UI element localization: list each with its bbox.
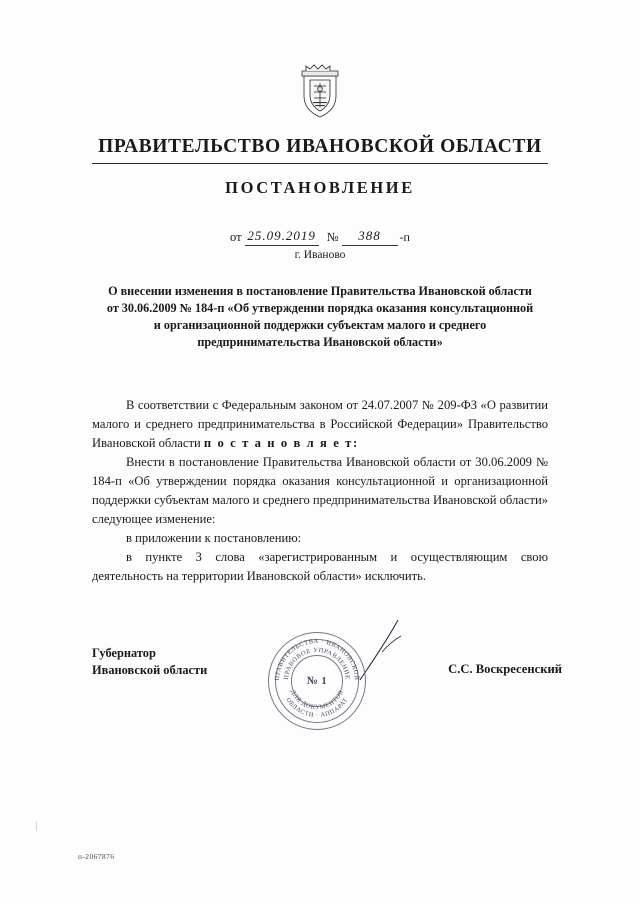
body-paragraph-3: в приложении к постановлению: bbox=[126, 531, 302, 545]
footer-code: п-2067876 bbox=[78, 852, 115, 861]
city-label: г. Иваново bbox=[294, 249, 346, 261]
svg-text:ПРАВОВОЕ УПРАВЛЕНИЕ: ПРАВОВОЕ УПРАВЛЕНИЕ bbox=[282, 646, 352, 681]
coat-of-arms-icon bbox=[294, 62, 346, 120]
signer-name: С.С. Воскресенский bbox=[448, 662, 562, 676]
document-body bbox=[92, 396, 548, 586]
emblem-container bbox=[0, 62, 640, 120]
number-suffix: -п bbox=[399, 230, 410, 244]
number-value: 388 bbox=[342, 228, 398, 246]
body-paragraph-1-text: В соответствии с Федеральным законом от 24.07.2007 № 209-ФЗ «О развитии малого и среднего предпринимательства в Российской Федерации» Правительство Ивановской области bbox=[92, 398, 548, 450]
body-paragraph-1-emphasis: п о с т а н о в л я е т: bbox=[203, 436, 359, 450]
body-paragraph-1 bbox=[92, 396, 548, 453]
signer-position bbox=[92, 645, 207, 679]
date-number-line bbox=[0, 228, 640, 246]
svg-text:ОБЛАСТИ · АППАРАТ: ОБЛАСТИ · АППАРАТ bbox=[284, 696, 350, 720]
date-value: 25.09.2019 bbox=[245, 228, 319, 246]
stamp-center-text: № 1 bbox=[306, 675, 328, 687]
svg-text:ДЛЯ ДОКУМЕНТОВ: ДЛЯ ДОКУМЕНТОВ bbox=[288, 688, 346, 712]
document-subject: О внесении изменения в постановление Правительства Ивановской области от 30.06.2009 № 184-п «Об утверждении порядка оказания консультационной и организационной поддержки субъектам малого и среднего предпринимательства Ивановской области» bbox=[106, 284, 534, 349]
page-edge-mark bbox=[36, 822, 37, 831]
signer-position-line-1: Губернатор bbox=[92, 646, 156, 660]
body-paragraph-4: в пункте 3 слова «зарегистрированным и осуществляющим свою деятельность на территории Ивановской области» исключить. bbox=[92, 550, 548, 583]
number-label: № bbox=[326, 230, 339, 244]
date-label: от bbox=[230, 230, 242, 244]
signer-position-line-2: Ивановской области bbox=[92, 663, 208, 677]
official-stamp bbox=[268, 632, 366, 730]
document-type-title: ПОСТАНОВЛЕНИЕ bbox=[225, 178, 415, 197]
government-title: ПРАВИТЕЛЬСТВО ИВАНОВСКОЙ ОБЛАСТИ bbox=[98, 136, 542, 157]
header-divider bbox=[92, 163, 548, 164]
body-paragraph-2: Внести в постановление Правительства Ивановской области от 30.06.2009 № 184-п «Об утверждении порядка оказания консультационной и организационной поддержки субъектам малого и среднего предпринимательства Ивановской области» следующее изменение: bbox=[92, 455, 548, 526]
svg-text:ПРАВИТЕЛЬСТВА · ИВАНОВСКОЙ: ПРАВИТЕЛЬСТВА · ИВАНОВСКОЙ bbox=[273, 637, 361, 681]
